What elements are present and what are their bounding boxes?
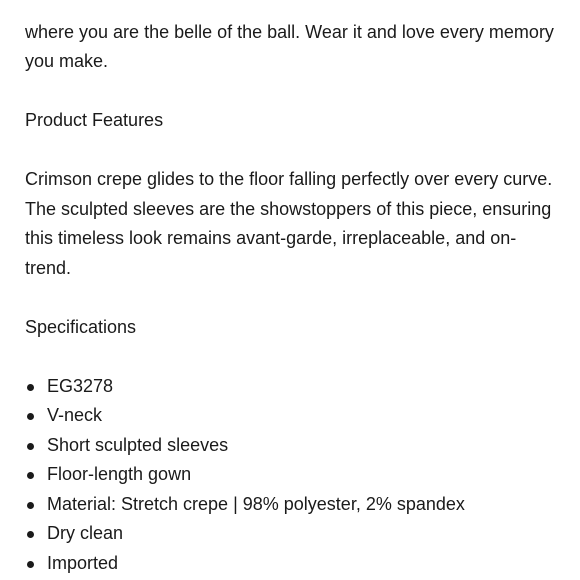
spacer [25, 77, 555, 107]
intro-text: where you are the belle of the ball. Wear it and love every memory you make. [25, 21, 554, 71]
spec-text: Material: Stretch crepe | 98% polyester, 2% spandex [47, 493, 465, 514]
bullet-icon [27, 561, 34, 568]
spec-text: Dry clean [47, 523, 124, 543]
spacer [25, 136, 555, 166]
spec-text: Floor-length gown [47, 464, 192, 484]
bullet-icon [27, 472, 34, 479]
product-description [25, 0, 555, 578]
list-item [25, 460, 555, 490]
spec-text: EG3278 [47, 375, 114, 396]
features-text: Crimson crepe glides to the floor falling perfectly over every curve. The sculpted sleeves are the showstoppers of this piece, ensuring this timeless look remains avant-garde, irreplaceable, and on-trend. [25, 169, 553, 278]
spacer [25, 342, 555, 372]
list-item [25, 490, 555, 520]
list-item [25, 372, 555, 402]
bullet-icon [27, 413, 34, 420]
list-item [25, 431, 555, 461]
bullet-icon [27, 384, 34, 391]
cut-off-previous-line [25, 0, 555, 18]
bullet-icon [27, 531, 34, 538]
list-item [25, 401, 555, 431]
bullet-icon [27, 443, 34, 450]
specifications-heading: Specifications [25, 316, 137, 337]
bullet-icon [27, 502, 34, 509]
spec-text: Short sculpted sleeves [47, 434, 229, 455]
specifications-list [25, 372, 555, 579]
features-heading: Product Features [25, 110, 164, 130]
list-item [25, 519, 555, 549]
spec-text: V-neck [47, 405, 103, 425]
spacer [25, 283, 555, 313]
list-item [25, 549, 555, 579]
spec-text: Imported [47, 552, 119, 573]
